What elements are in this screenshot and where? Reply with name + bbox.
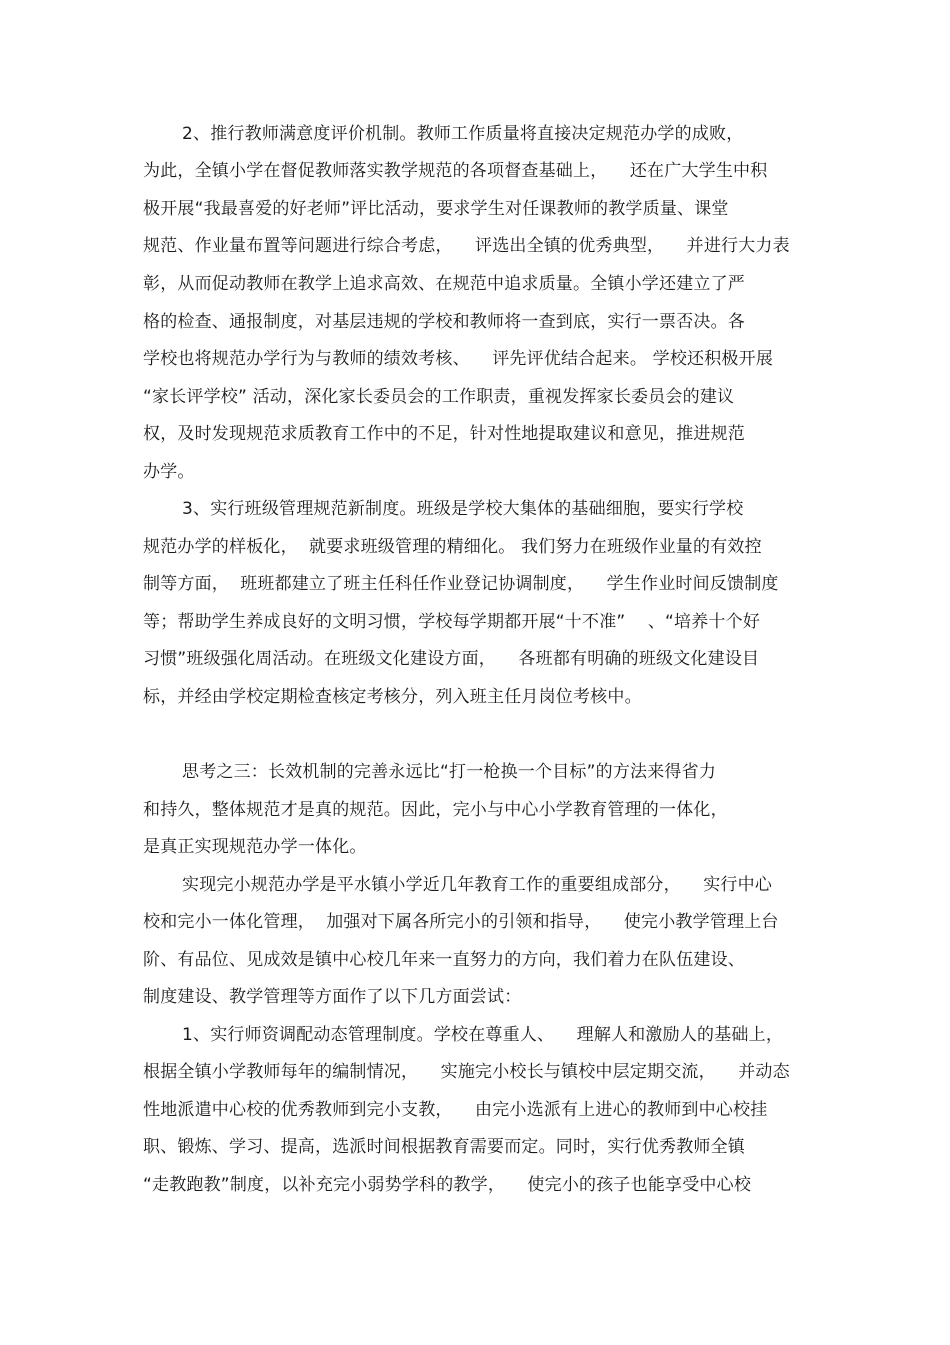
text-line: 性地派遣中心校的优秀教师到完小支教， 由完小选派有上进心的教师到中心校挂: [143, 1100, 768, 1120]
text-line: 格的检查、通报制度，对基层违规的学校和教师将一查到底，实行一票否决。各: [143, 312, 745, 332]
text-line: 规范、作业量布置等问题进行综合考虑， 评选出全镇的优秀典型， 并进行大力表: [143, 236, 790, 256]
text-line: 等；帮助学生养成良好的文明习惯，学校每学期都开展“十不准” 、“培养十个好: [143, 612, 761, 632]
text-line: 思考之三：长效机制的完善永远比“打一枪换一个目标”的方法来得省力: [182, 762, 717, 782]
text-line: 制等方面， 班班都建立了班主任科任作业登记协调制度， 学生作业时间反馈制度: [143, 574, 779, 594]
text-line: 2、推行教师满意度评价机制。教师工作质量将直接决定规范办学的成败，: [182, 124, 744, 144]
text-line: 校和完小一体化管理， 加强对下属各所完小的引领和指导， 使完小教学管理上台: [143, 912, 779, 932]
text-line: 权，及时发现规范求质教育工作中的不足，针对性地提取建议和意见，推进规范: [143, 424, 745, 444]
text-line: 习惯”班级强化周活动。在班级文化建设方面， 各班都有明确的班级文化建设目: [143, 649, 760, 669]
text-line: 为此，全镇小学在督促教师落实教学规范的各项督查基础上， 还在广大学生中积: [143, 161, 768, 181]
text-line: 阶、有品位、见成效是镇中心校几年来一直努力的方向，我们着力在队伍建设、: [143, 950, 745, 970]
text-line: “家长评学校” 活动，深化家长委员会的工作职责，重视发挥家长委员会的建议: [143, 387, 735, 407]
text-line: 规范办学的样板化， 就要求班级管理的精细化。 我们努力在班级作业量的有效控: [143, 537, 762, 557]
text-line: 和持久，整体规范才是真的规范。因此，完小与中心小学教育管理的一体化，: [143, 800, 728, 820]
text-line: 实现完小规范办学是平水镇小学近几年教育工作的重要组成部分， 实行中心: [182, 875, 773, 895]
text-line: 办学。: [143, 462, 195, 482]
text-line: 彰，从而促动教师在教学上追求高效、在规范中追求质量。全镇小学还建立了严: [143, 274, 745, 294]
text-line: 职、锻炼、学习、提高，选派时间根据教育需要而定。同时，实行优秀教师全镇: [143, 1137, 745, 1157]
text-line: 制度建设、教学管理等方面作了以下几方面尝试：: [143, 987, 522, 1007]
text-line: 极开展“我最喜爱的好老师”评比活动，要求学生对任课教师的教学质量、课堂: [143, 199, 729, 219]
text-line: “走教跑教”制度，以补充完小弱势学科的教学， 使完小的孩子也能享受中心校: [143, 1175, 752, 1195]
text-line: 学校也将规范办学行为与教师的绩效考核、 评先评优结合起来。 学校还积极开展: [143, 349, 774, 369]
text-line: 是真正实现规范办学一体化。: [143, 837, 367, 857]
text-line: 1、实行师资调配动态管理制度。学校在尊重人、 理解人和激励人的基础上，: [182, 1025, 784, 1045]
text-line: 3、实行班级管理规范新制度。班级是学校大集体的基础细胞，要实行学校: [182, 499, 744, 519]
text-line: 标，并经由学校定期检查核定考核分，列入班主任月岗位考核中。: [143, 687, 642, 707]
text-line: 根据全镇小学教师每年的编制情况， 实施完小校长与镇校中层定期交流， 并动态: [143, 1062, 790, 1082]
